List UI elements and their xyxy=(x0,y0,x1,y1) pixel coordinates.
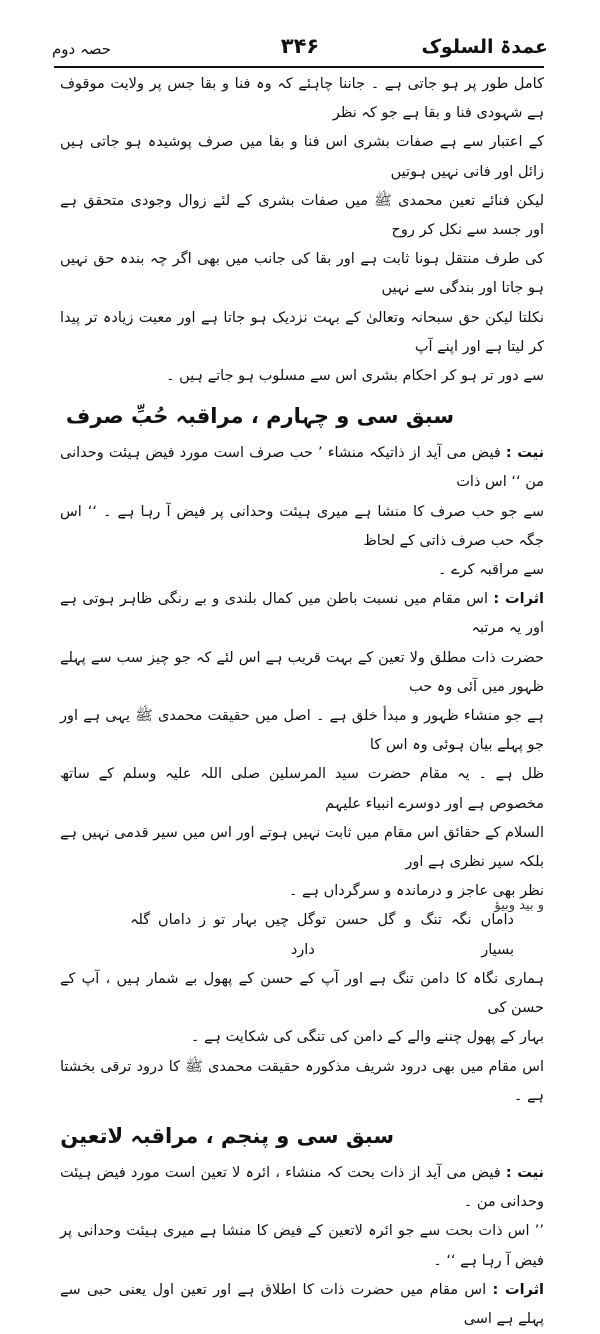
text-line: سے جو حب صرف کا منشا ہے میری ہیئت وحدانی پر فیض آ رہا ہے ۔ ‘‘ اس جگہ حب صرف ذاتی کے لحاظ xyxy=(60,503,544,549)
text-line: سے مراقبہ کرے ۔ xyxy=(438,562,544,579)
asraat-text: اس مقام میں نسبت باطن میں کمال بلندی و بے رنگی ظاہر ہوتی ہے اور یہ مرتبہ xyxy=(60,591,544,637)
text-line: لیکن فنائے تعین محمدی ﷺ میں صفات بشری کے لئے زوال وجودی متحقق ہے اور جسد سے نکل کر روح xyxy=(60,192,544,239)
niyat-text: فیض می آید از ذاتیکہ منشاء ’ حب صرف است مورد فیض ہیئت وحدانی من ‘‘ اس ذات xyxy=(60,445,544,491)
body-text xyxy=(60,70,544,1334)
text-line: نکلتا لیکن حق سبحانہ وتعالیٰ کے بہت نزدیک ہو جاتا ہے اور معیت زیادہ تر پیدا کر لیتا ہے اور اپنے آپ xyxy=(60,309,544,355)
niyat-label: نیت : xyxy=(505,1164,545,1181)
text-line: حضرت ذات مطلق ولا تعین کے بہت قریب ہے اس لئے کہ جو چیز سب سے پہلے ظہور میں آئی وہ حب xyxy=(60,649,544,695)
text-line: کی طرف منتقل ہونا ثابت ہے اور بقا کی جانب میں بھی اگر چہ بندہ حق نہیں ہو جاتا اور بندگی سے نہیں xyxy=(60,251,544,297)
text-line: کامل طور پر ہو جاتی ہے ۔ جاننا چاہئے کہ وہ فنا و بقا جس پر ولایت موقوف ہے شہودی فنا و بقا ہے جو کہ نظر xyxy=(60,76,544,122)
persian-couplet xyxy=(60,906,544,964)
text-line xyxy=(60,1276,544,1334)
footer-mark: و بید وبیؤ xyxy=(494,898,544,913)
text-line: ظل ہے ۔ یہ مقام حضرت سید المرسلین صلی اللہ علیہ وسلم کے ساتھ مخصوص ہے اور دوسرے انبیاء علیہم xyxy=(60,766,544,812)
asraat-label: اثرات : xyxy=(493,591,544,608)
part-label: حصہ دوم xyxy=(52,40,112,58)
text-line: نظر بھی عاجز و درماندہ و سرگرداں ہے ۔ xyxy=(288,883,544,900)
asraat-text: اس مقام میں حضرت ذات کا اطلاق ہے اور تعین اول یعنی حبی سے پہلے ہے اسی xyxy=(60,1281,544,1327)
page-header xyxy=(52,34,548,62)
niyat-text: فیض می آید از ذات بحت کہ منشاء ، ائرہ لا تعین است مورد فیض ہیئت وحدانی من ۔ xyxy=(60,1164,544,1211)
couplet-first-hemistich: داماں نگہ تنگ و گل حسن تو بسیار xyxy=(314,912,514,958)
text-line xyxy=(60,439,544,497)
text-line: کے اعتبار سے ہے صفات بشری اس فنا و بقا میں صرف پوشیدہ ہو جاتی ہیں زائل اور فانی نہیں ہوتیں xyxy=(60,134,544,180)
text-line: السلام کے حقائق اس مقام میں ثابت نہیں ہوتے اور اس میں سیر قدمی نہیں ہے بلکہ سیر نظری ہے اور xyxy=(60,824,544,871)
text-line: ہے جو منشاء ظہور و مبدأ خلق ہے ۔ اصل میں حقیقت محمدی ﷺ یہی ہے اور جو پہلے بیان ہوئی وہ اس کا xyxy=(60,708,544,754)
asraat-label: اثرات : xyxy=(492,1281,544,1298)
section-heading: سبق سی و پنجم ، مراقبہ لاتعین xyxy=(60,1123,394,1148)
book-title: عمدۃ السلوک xyxy=(421,36,548,58)
page-number: ۳۴۶ xyxy=(280,34,320,58)
text-line xyxy=(60,1159,544,1217)
header-rule xyxy=(54,66,544,68)
section-heading: سبق سی و چہارم ، مراقبہ حُبِّ صرف xyxy=(65,404,454,429)
text-line: سے دور تر ہو کر احکام بشری اس سے مسلوب ہو جاتے ہیں ۔ xyxy=(166,368,544,385)
text-line xyxy=(60,585,544,643)
text-line: اس مقام میں بھی درود شریف مذکورہ حقیقت محمدی ﷺ کا درود ترقی بخشتا ہے ۔ xyxy=(60,1058,544,1104)
text-line: ہماری نگاہ کا دامن تنگ ہے اور آپ کے حسن کے پھول بے شمار ہیں ، آپ کے حسن کی xyxy=(60,970,544,1017)
text-line: بہار کے پھول چننے والے کے دامن کی تنگی کی شکایت ہے ۔ xyxy=(190,1029,544,1046)
couplet-second-hemistich: گل چیں بہار تو ز داماں گلہ دارد xyxy=(130,912,315,958)
niyat-label: نیت : xyxy=(505,445,545,462)
text-line: ’’ اس ذات بحت سے جو ائرہ لاتعین کے فیض کا منشا ہے میری ہیئت وحدانی پر فیض آ رہا ہے ‘‘ ۔ xyxy=(60,1223,544,1269)
